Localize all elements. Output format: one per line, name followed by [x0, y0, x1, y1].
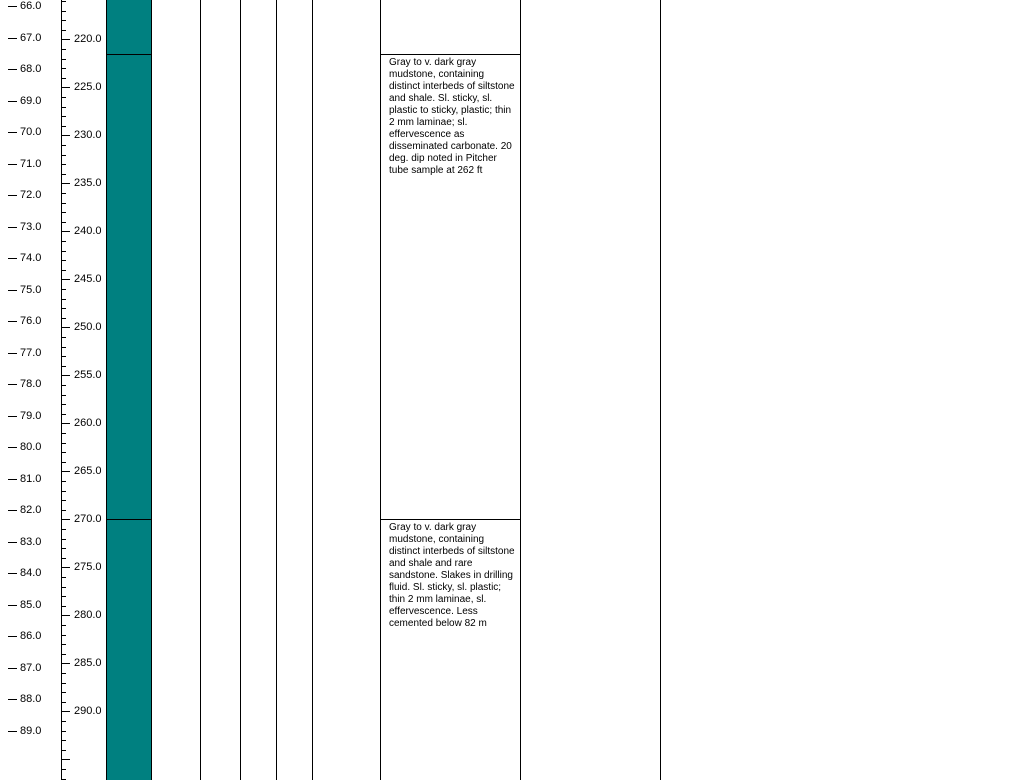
- meters-label: 89.0: [20, 725, 42, 737]
- feet-minor-tick: [61, 116, 66, 117]
- feet-minor-tick: [61, 433, 66, 434]
- column-divider: [240, 0, 241, 780]
- feet-label: 230.0: [74, 129, 102, 141]
- feet-label: 275.0: [74, 561, 102, 573]
- feet-major-tick: [61, 567, 70, 568]
- meters-major-tick: [8, 290, 17, 291]
- column-divider: [200, 0, 201, 780]
- feet-label: 265.0: [74, 465, 102, 477]
- feet-minor-tick: [61, 78, 66, 79]
- feet-minor-tick: [61, 769, 66, 770]
- meters-label: 78.0: [20, 378, 42, 390]
- meters-major-tick: [8, 479, 17, 480]
- meters-label: 81.0: [20, 473, 42, 485]
- feet-major-tick: [61, 327, 70, 328]
- feet-minor-tick: [61, 155, 66, 156]
- feet-label: 240.0: [74, 225, 102, 237]
- column-divider: [380, 0, 381, 780]
- meters-major-tick: [8, 668, 17, 669]
- meters-major-tick: [8, 321, 17, 322]
- meters-major-tick: [8, 6, 17, 7]
- column-divider: [312, 0, 313, 780]
- feet-minor-tick: [61, 289, 66, 290]
- feet-minor-tick: [61, 251, 66, 252]
- feet-major-tick: [61, 39, 70, 40]
- feet-label: 245.0: [74, 273, 102, 285]
- column-divider: [276, 0, 277, 780]
- feet-minor-tick: [61, 347, 66, 348]
- feet-major-tick: [61, 519, 70, 520]
- feet-minor-tick: [61, 481, 66, 482]
- feet-minor-tick: [61, 443, 66, 444]
- meters-label: 88.0: [20, 693, 42, 705]
- meters-label: 80.0: [20, 441, 42, 453]
- meters-label: 71.0: [20, 158, 42, 170]
- feet-minor-tick: [61, 462, 66, 463]
- feet-minor-tick: [61, 174, 66, 175]
- meters-label: 67.0: [20, 32, 42, 44]
- feet-minor-tick: [61, 270, 66, 271]
- feet-minor-tick: [61, 529, 66, 530]
- meters-label: 76.0: [20, 315, 42, 327]
- feet-minor-tick: [61, 203, 66, 204]
- meters-label: 73.0: [20, 221, 42, 233]
- feet-major-tick: [61, 135, 70, 136]
- meters-label: 86.0: [20, 630, 42, 642]
- feet-minor-tick: [61, 635, 66, 636]
- feet-minor-tick: [61, 750, 66, 751]
- feet-label: 290.0: [74, 705, 102, 717]
- feet-minor-tick: [61, 260, 66, 261]
- feet-minor-tick: [61, 356, 66, 357]
- feet-minor-tick: [61, 539, 66, 540]
- meters-major-tick: [8, 542, 17, 543]
- feet-minor-tick: [61, 721, 66, 722]
- feet-minor-tick: [61, 126, 66, 127]
- feet-minor-tick: [61, 11, 66, 12]
- meters-major-tick: [8, 227, 17, 228]
- feet-minor-tick: [61, 366, 66, 367]
- lithology-boundary: [107, 519, 151, 520]
- meters-label: 77.0: [20, 347, 42, 359]
- feet-minor-tick: [61, 299, 66, 300]
- feet-minor-tick: [61, 731, 66, 732]
- meters-major-tick: [8, 416, 17, 417]
- feet-minor-tick: [61, 30, 66, 31]
- column-divider: [520, 0, 521, 780]
- description-text: Gray to v. dark gray mudstone, containing distinct interbeds of siltstone and shale. Sl. sticky, sl. plastic to sticky, plastic; thin 2 mm laminae; sl. effervescence as disseminated carbonate. 20 deg. dip noted in Pitcher tube sample at 262 ft: [389, 57, 515, 176]
- feet-minor-tick: [61, 318, 66, 319]
- meters-major-tick: [8, 101, 17, 102]
- feet-minor-tick: [61, 577, 66, 578]
- feet-minor-tick: [61, 107, 66, 108]
- feet-minor-tick: [61, 740, 66, 741]
- meters-label: 79.0: [20, 410, 42, 422]
- meters-label: 87.0: [20, 662, 42, 674]
- feet-major-tick: [61, 231, 70, 232]
- feet-minor-tick: [61, 1, 66, 2]
- feet-minor-tick: [61, 548, 66, 549]
- feet-minor-tick: [61, 452, 66, 453]
- meters-major-tick: [8, 38, 17, 39]
- feet-minor-tick: [61, 596, 66, 597]
- feet-minor-tick: [61, 414, 66, 415]
- meters-major-tick: [8, 164, 17, 165]
- description-boundary: [380, 54, 521, 55]
- feet-minor-tick: [61, 587, 66, 588]
- feet-minor-tick: [61, 702, 66, 703]
- meters-major-tick: [8, 510, 17, 511]
- feet-minor-tick: [61, 500, 66, 501]
- lithology-fill: [107, 0, 151, 780]
- meters-label: 72.0: [20, 189, 42, 201]
- meters-label: 84.0: [20, 567, 42, 579]
- feet-minor-tick: [61, 683, 66, 684]
- feet-label: 255.0: [74, 369, 102, 381]
- lithology-boundary: [107, 54, 151, 55]
- feet-label: 270.0: [74, 513, 102, 525]
- meters-major-tick: [8, 132, 17, 133]
- feet-minor-tick: [61, 222, 66, 223]
- meters-label: 68.0: [20, 63, 42, 75]
- feet-minor-tick: [61, 212, 66, 213]
- column-divider: [660, 0, 661, 780]
- feet-label: 225.0: [74, 81, 102, 93]
- feet-minor-tick: [61, 491, 66, 492]
- feet-minor-tick: [61, 558, 66, 559]
- meters-major-tick: [8, 447, 17, 448]
- feet-minor-tick: [61, 97, 66, 98]
- meters-label: 70.0: [20, 126, 42, 138]
- feet-major-tick: [61, 759, 70, 760]
- feet-major-tick: [61, 471, 70, 472]
- meters-label: 66.0: [20, 0, 42, 12]
- meters-major-tick: [8, 573, 17, 574]
- feet-minor-tick: [61, 673, 66, 674]
- feet-major-tick: [61, 87, 70, 88]
- feet-minor-tick: [61, 654, 66, 655]
- feet-minor-tick: [61, 395, 66, 396]
- meters-major-tick: [8, 636, 17, 637]
- feet-minor-tick: [61, 20, 66, 21]
- meters-major-tick: [8, 731, 17, 732]
- feet-major-tick: [61, 711, 70, 712]
- feet-minor-tick: [61, 510, 66, 511]
- feet-label: 250.0: [74, 321, 102, 333]
- feet-minor-tick: [61, 241, 66, 242]
- feet-label: 280.0: [74, 609, 102, 621]
- meters-major-tick: [8, 384, 17, 385]
- meters-label: 85.0: [20, 599, 42, 611]
- description-text: Gray to v. dark gray mudstone, containing distinct interbeds of siltstone and shale and rare sandstone. Slakes in drilling fluid. Sl. sticky, sl. plastic; thin 2 mm laminae, sl. effervescence. Less cemented below 82 m: [389, 522, 515, 629]
- meters-major-tick: [8, 605, 17, 606]
- feet-minor-tick: [61, 385, 66, 386]
- feet-major-tick: [61, 279, 70, 280]
- meters-label: 69.0: [20, 95, 42, 107]
- feet-minor-tick: [61, 308, 66, 309]
- feet-minor-tick: [61, 404, 66, 405]
- feet-label: 285.0: [74, 657, 102, 669]
- feet-minor-tick: [61, 49, 66, 50]
- feet-label: 220.0: [74, 33, 102, 45]
- feet-major-tick: [61, 615, 70, 616]
- meters-major-tick: [8, 258, 17, 259]
- feet-minor-tick: [61, 692, 66, 693]
- feet-minor-tick: [61, 145, 66, 146]
- meters-major-tick: [8, 69, 17, 70]
- feet-major-tick: [61, 183, 70, 184]
- column-divider: [151, 0, 152, 780]
- meters-major-tick: [8, 195, 17, 196]
- feet-minor-tick: [61, 606, 66, 607]
- meters-label: 75.0: [20, 284, 42, 296]
- feet-minor-tick: [61, 337, 66, 338]
- feet-major-tick: [61, 663, 70, 664]
- feet-minor-tick: [61, 644, 66, 645]
- meters-major-tick: [8, 353, 17, 354]
- feet-major-tick: [61, 423, 70, 424]
- feet-minor-tick: [61, 59, 66, 60]
- feet-label: 235.0: [74, 177, 102, 189]
- feet-label: 260.0: [74, 417, 102, 429]
- feet-minor-tick: [61, 193, 66, 194]
- meters-label: 83.0: [20, 536, 42, 548]
- description-boundary: [380, 519, 521, 520]
- meters-major-tick: [8, 699, 17, 700]
- feet-minor-tick: [61, 68, 66, 69]
- meters-label: 82.0: [20, 504, 42, 516]
- feet-minor-tick: [61, 625, 66, 626]
- feet-major-tick: [61, 375, 70, 376]
- feet-minor-tick: [61, 164, 66, 165]
- meters-label: 74.0: [20, 252, 42, 264]
